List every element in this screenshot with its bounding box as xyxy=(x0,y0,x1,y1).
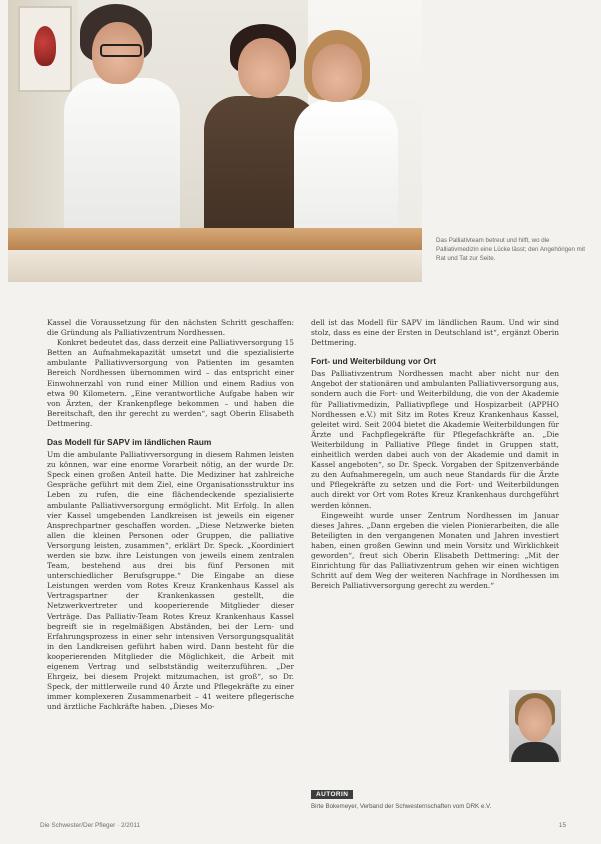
footer-publication: Die Schwester/Der Pfleger · 2/2011 xyxy=(40,822,141,829)
article-column-right xyxy=(311,318,559,591)
paragraph: Das Palliativzentrum Nordhessen macht aber nicht nur den Angebot der stationären und ambulanten Palliativversorgung aus, sondern auch die Fort- und Weiterbildung, die von der Akademie für Palliativmedizin, Palliativpflege und Hospizarbeit (APPHO Nordhessen e.V.) mit Sitz im Rotes Kreuz Krankenhaus Kassel, geleitet wird. Seit 2004 bietet die Akademie Weiterbildungen für Ärzte und Fachpflegekräfte für Pflegefachkräfte an. „Die Weiterbildung in Palliative Pflege findet in Gruppen statt, einheitlich werden dabei auch von der Akademie und damit in Kassel angeboten“, so Dr. Speck. Vorgaben der Spitzenverbände zu den Aufnahmeregeln, um auch neue Standards für die Ärzte und Pflegekräfte zu setzen und die Fort- und Weiterbildungen auch direkt vor Ort vom Rotes Kreuz Krankenhaus durchgeführt werden können. xyxy=(311,369,559,510)
paragraph: Kassel die Voraussetzung für den nächsten Schritt geschaffen: die Gründung als Palliativzentrum Nordhessen. xyxy=(47,318,294,338)
author-tag: AUTORIN xyxy=(311,790,353,799)
photo-railing-base xyxy=(8,250,422,282)
photo-wall-art xyxy=(18,6,72,92)
article-column-left xyxy=(47,318,294,712)
paragraph: Um die ambulante Palliativversorgung in diesem Rahmen leisten zu können, war eine enorme Vorarbeit nötig, an der wurde Dr. Speck einen großen Anteil hatte. Die Mediziner hat zahlreiche Gespräche geführt mit dem Ziel, eine Organisationsstruktur ins Leben zu rufen, die eine flächendeckende spezialisierte ambulante Palliativversorgung ermöglicht. Mit Erfolg. In allen vier Kassel umgebenden Landkreisen ist jeweils ein eigener Ansprechpartner geschaffen worden. „Diese Netzwerke bieten allen die kleinen Personen oder Gruppen, die palliative Versorgung leisten, zusammen“, erklärt Dr. Speck. „Koordiniert werden sie bzw. ihre Leistungen von jeweils einem zentralen Team, bestehend aus drei bis fünf Personen mit unterschiedlicher Berufsgruppe.“ Die Eingabe an diese Leistungen werden vom Rotes Kreuz Krankenhaus Kassel als Vertragspartner der Krankenkassen gestellt, die Netzwerkvertreter und kooperierende Mitglieder dieser Verträge. Das Palliativ-Team Rotes Kreuz Krankenhaus Kassel begreift sie in regelmäßigen Abständen, bei der Lern- und Erfahrungsprozess in einer sehr intensiven Versorgungsqualität in den Landkreisen geführt haben wird. Dann besteht für die kooperierenden Mitglieder die Möglichkeit, die Arbeit mit eigenem Vertrag und selbstständig weiterzuführen. „Der Ehrgeiz, bei diesem Projekt mitzumachen, ist groß“, so Dr. Speck, der mittlerweile rund 40 Ärzte und Pflegekräfte zu einer immer komplexeren Zusammenarbeit – 41 weitere pflegerische und ärztliche Fachkräfte haben. „Dieses Mo- xyxy=(47,450,294,712)
author-box xyxy=(311,781,581,811)
page-footer xyxy=(40,822,566,829)
section-heading: Das Modell für SAPV im ländlichen Raum xyxy=(47,437,212,448)
section-heading: Fort- und Weiterbildung vor Ort xyxy=(311,356,436,367)
author-portrait xyxy=(509,690,561,762)
paragraph: Eingeweiht wurde unser Zentrum Nordhessen im Januar dieses Jahres. „Dann ergeben die vielen Pionierarbeiten, die alle Beteiligten in den vergangenen Monaten und Jahren investiert haben, einen großen Gewinn und mein Vorsitz und Wirklichkeit geworden“, freut sich Oberin Elisabeth Dettmering: „Mit der Einrichtung für das Palliativzentrum gehen wir einen wichtigen Schritt auf dem Weg der weiteren Nachfrage in Nordhessen im Bereich Palliativversorgung gerecht zu werden.“ xyxy=(311,510,559,591)
header-photo xyxy=(8,0,422,282)
author-credit: Birte Bokemeyer, Verband der Schwesternschaften vom DRK e.V. xyxy=(311,803,492,810)
page-number: 15 xyxy=(558,822,566,829)
paragraph: dell ist das Modell für SAPV im ländlichen Raum. Und wir sind stolz, dass es eine der Ersten in Deutschland ist“, ergänzt Oberin Dettmering. xyxy=(311,318,559,348)
photo-caption: Das Palliativteam betreut und hilft, wo die Palliativmedizin eine Lücke lässt; den Angehörigen mit Rat und Tat zur Seite. xyxy=(436,237,585,262)
paragraph: Konkret bedeutet das, dass derzeit eine Palliativversorgung 15 Betten an Aufnahmekapazität umsetzt und die spezialisierte ambulante Palliativversorgung von Patienten im gesamten Bereich Nordhessen übernommen wird – das entspricht einer Einwohnerzahl von rund einer Million und einem Radius von etwa 90 Kilometern. „Eine verantwortliche Aufgabe haben wir von Ärzten, der Krankenpflege bekommen – und haben die Bereitschaft, den ihr gerecht zu werden“, sagt Oberin Elisabeth Dettmering. xyxy=(47,338,294,428)
photo-railing xyxy=(8,228,422,250)
